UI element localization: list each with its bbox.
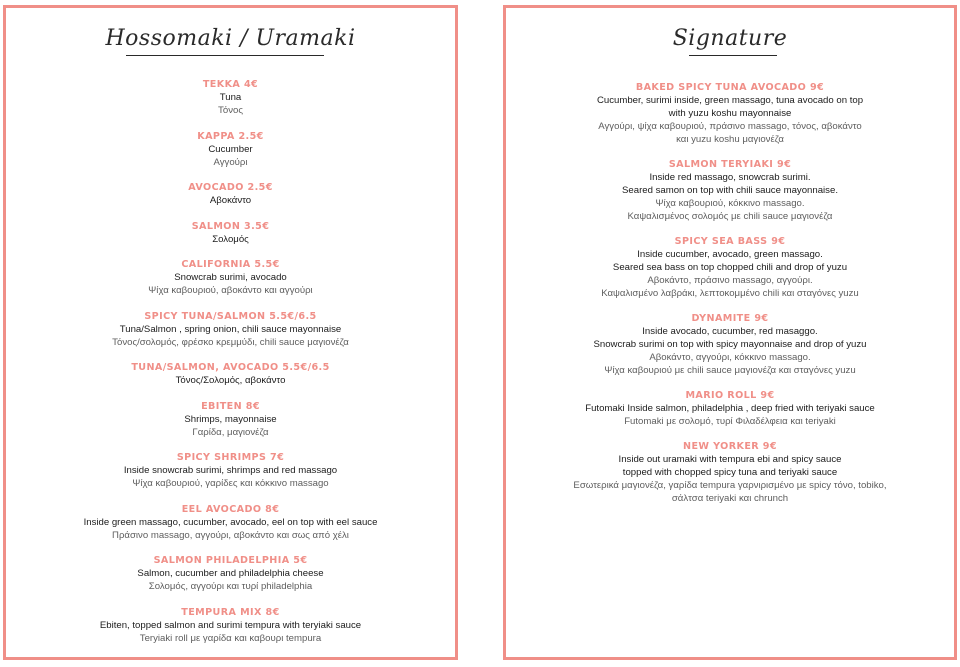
signature-panel xyxy=(503,5,957,660)
menu-item-description: topped with chopped spicy tuna and teriyaki sauce xyxy=(622,467,838,478)
menu-item xyxy=(6,220,455,246)
menu-item-description: Inside snowcrab surimi, shrimps and red massago xyxy=(123,465,338,476)
menu-item-name: SALMON 3.5€ xyxy=(191,220,270,232)
title-underline xyxy=(126,55,324,56)
menu-item-description-greek: Τόνος xyxy=(218,105,243,116)
menu-item xyxy=(6,554,455,593)
menu-item-description-greek: Καψαλισμένο λαβράκι, λεπτοκομμένο chili και σταγόνες yuzu xyxy=(601,288,859,299)
menu-item-description: Salmon, cucumber and philadelphia cheese xyxy=(137,568,324,579)
menu-item xyxy=(506,235,954,300)
menu-item-description: Snowcrab surimi, avocado xyxy=(174,272,287,283)
menu-item-name: CALIFORNIA 5.5€ xyxy=(181,259,280,270)
menu-item-description: Shrimps, mayonnaise xyxy=(184,413,277,425)
menu-item-description-greek: Futomaki με σολομό, τυρί Φιλαδέλφεια και teriyaki xyxy=(624,416,836,427)
menu-item-list xyxy=(6,78,455,657)
menu-item-name: MARIO ROLL 9€ xyxy=(685,390,775,401)
menu-item-description-greek: σάλτσα teriyaki και chrunch xyxy=(671,493,789,504)
menu-item xyxy=(6,130,455,169)
menu-item-name: AVOCADO 2.5€ xyxy=(188,182,273,193)
menu-item-description-greek: Ψίχα καβουριού, κόκκινο massago. xyxy=(655,198,805,209)
menu-item xyxy=(506,389,954,428)
menu-item-name: BAKED SPICY TUNA AVOCADO 9€ xyxy=(635,82,825,93)
menu-item-description: with yuzu koshu mayonnaise xyxy=(668,108,792,119)
menu-item-name: TUNA/SALMON, AVOCADO 5.5€/6.5 xyxy=(131,362,330,373)
menu-item-description-greek: Εσωτερικά μαγιονέζα, γαρίδα tempura γαρνιρισμένο με spicy τόνο, tobiko, xyxy=(573,480,887,491)
menu-item-description: Cucumber, surimi inside, green massago, tuna avocado on top xyxy=(596,95,864,106)
menu-item-description: Ebiten, topped salmon and surimi tempura with teryiaki sauce xyxy=(99,619,362,631)
menu-item xyxy=(6,606,455,645)
menu-item-description-greek: Γαρίδα, μαγιονέζα xyxy=(192,426,269,438)
menu-item-description-greek: Καψαλισμένος σολομός με chili sauce μαγιονέζα xyxy=(627,211,833,222)
menu-item-name: SALMON TERYIAKI 9€ xyxy=(668,159,792,170)
menu-item-description: Seared samon on top with chili sauce mayonnaise. xyxy=(622,185,838,196)
menu-item-description-greek: Ψίχα καβουριού, γαρίδες και κόκκινο massago xyxy=(132,478,329,489)
menu-item xyxy=(506,312,954,377)
menu-item xyxy=(6,310,455,349)
menu-item xyxy=(6,258,455,297)
menu-item-description: Futomaki Inside salmon, philadelphia , deep fried with teriyaki sauce xyxy=(585,403,875,414)
menu-item xyxy=(6,503,455,542)
menu-item-description: Cucumber xyxy=(208,143,253,155)
menu-item xyxy=(6,361,455,387)
panel-title: Signature xyxy=(672,26,788,51)
menu-item-description: Τόνος/Σολομός, αβοκάντο xyxy=(175,375,286,386)
menu-item-description: Inside avocado, cucumber, red masaggo. xyxy=(642,326,818,337)
menu-item-name: EBITEN 8€ xyxy=(201,400,260,412)
title-underline xyxy=(689,55,777,56)
menu-item-description-greek: Αγγούρι, ψίχα καβουριού, πράσινο massago, τόνος, αβοκάντο xyxy=(598,121,862,132)
menu-item-name: KAPPA 2.5€ xyxy=(197,130,264,142)
menu-item-description-greek: Πράσινο massago, αγγούρι, αβοκάντο και σως από χέλι xyxy=(112,529,349,541)
menu-item xyxy=(6,78,455,117)
menu-item-description-greek: και yuzu koshu μαγιονέζα xyxy=(676,134,784,145)
menu-item-name: DYNAMITE 9€ xyxy=(691,313,769,324)
menu-item xyxy=(506,81,954,146)
menu-item-description-greek: Αγγούρι xyxy=(213,156,248,168)
menu-item-name: NEW YORKER 9€ xyxy=(683,441,777,452)
menu-item-description-greek: Teryiaki roll με γαρίδα και καβουρι tempura xyxy=(139,632,322,644)
menu-item-description: Αβοκάντο xyxy=(209,195,252,206)
menu-item-description-greek: Ψίχα καβουριού με chili sauce μαγιονέζα και σταγόνες yuzu xyxy=(604,365,856,376)
menu-item-description: Inside out uramaki with tempura ebi and spicy sauce xyxy=(618,454,842,465)
menu-item-description: Tuna/Salmon , spring onion, chili sauce mayonnaise xyxy=(119,323,342,335)
menu-item xyxy=(6,181,455,207)
menu-item-description: Σολομός xyxy=(212,233,249,245)
menu-item-description: Seared sea bass on top chopped chili and drop of yuzu xyxy=(612,262,848,273)
menu-item-description: Inside green massago, cucumber, avocado, eel on top with eel sauce xyxy=(83,516,378,528)
menu-item-description-greek: Ψίχα καβουριού, αβοκάντο και αγγούρι xyxy=(148,285,313,296)
panel-title: Hossomaki / Uramaki xyxy=(105,26,356,51)
menu-item-name: SPICY TUNA/SALMON 5.5€/6.5 xyxy=(144,310,317,322)
hossomaki-uramaki-panel xyxy=(3,5,458,660)
menu-item-name: EEL AVOCADO 8€ xyxy=(181,503,280,515)
menu-item xyxy=(6,451,455,490)
menu-item-description-greek: Σολομός, αγγούρι και τυρί philadelphia xyxy=(148,581,313,592)
menu-item xyxy=(506,440,954,505)
menu-item-description: Inside cucumber, avocado, green massago. xyxy=(637,249,823,260)
menu-item-description-greek: Τόνος/σολομός, φρέσκο κρεμμύδι, chili sauce μαγιονέζα xyxy=(112,336,349,348)
menu-item-name: TEKKA 4€ xyxy=(202,79,259,90)
menu-item-description: Snowcrab surimi on top with spicy mayonnaise and drop of yuzu xyxy=(593,339,867,350)
menu-item-name: SALMON PHILADELPHIA 5€ xyxy=(153,555,308,566)
menu-item xyxy=(506,158,954,223)
menu-item-list xyxy=(506,81,954,517)
menu-item-description: Tuna xyxy=(219,92,242,103)
menu-item-description-greek: Αβοκάντο, αγγούρι, κόκκινο massago. xyxy=(649,352,811,363)
menu-item-name: SPICY SHRIMPS 7€ xyxy=(176,452,285,463)
menu-item-description-greek: Αβοκάντο, πράσινο massago, αγγούρι. xyxy=(647,275,813,286)
menu-item-description: Inside red massago, snowcrab surimi. xyxy=(649,172,811,183)
menu-item xyxy=(6,400,455,439)
menu-item-name: SPICY SEA BASS 9€ xyxy=(674,236,786,247)
menu-item-name: TEMPURA MIX 8€ xyxy=(181,606,280,618)
